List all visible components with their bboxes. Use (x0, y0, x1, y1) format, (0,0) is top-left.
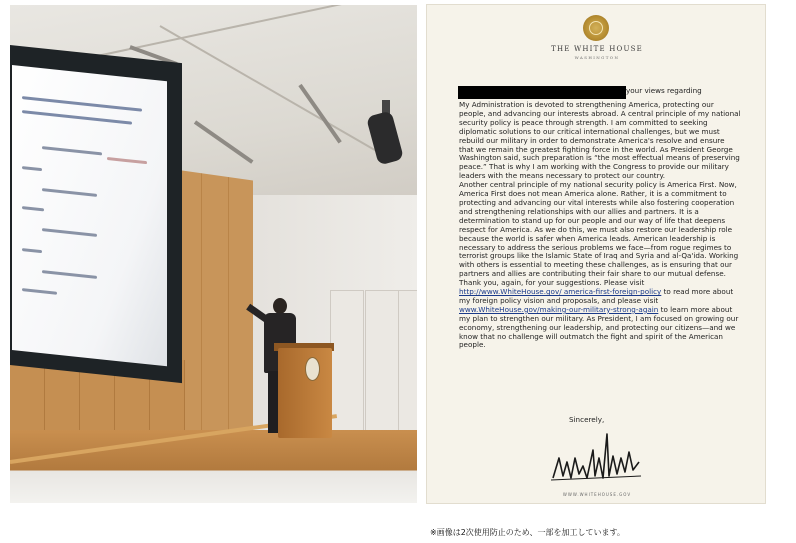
speaker-leg (268, 371, 278, 433)
wall-panel (398, 290, 417, 447)
slide-text-line (42, 270, 97, 279)
salutation-tail: your views regarding (626, 86, 702, 95)
podium-seal (305, 357, 320, 381)
slide-text-line (22, 288, 57, 295)
foreign-policy-link[interactable]: http://www.WhiteHouse.gov/ america-first-foreign-policy (459, 287, 662, 297)
letter-header-subtitle: WASHINGTON (574, 55, 620, 60)
letter-closing: Sincerely, (569, 415, 605, 424)
letter-paragraph-end: to learn more about my plan to strengthen our military. As President, I am focused on growing our economy, strengthening our leadership, and protecting our citizens—and we know that no challenge will outmatch the fight and spirit of the American people. (459, 304, 741, 350)
podium (278, 348, 332, 438)
letter-footer-url: WWW.WHITEHOUSE.GOV (562, 492, 632, 497)
slide-text-line (42, 228, 97, 237)
lecture-photo (10, 5, 417, 503)
stage-floor (10, 430, 417, 503)
letter-header-title: THE WHITE HOUSE (551, 45, 643, 53)
slide-text-line (22, 110, 132, 125)
wall-panel (365, 290, 399, 447)
image-caption: ※画像は2次使用防止のため、一部を加工しています。 (430, 528, 625, 537)
letter-paragraph: Another central principle of my national security policy is America First. Now, America First does not mean America alone. Rather, it is a commitment to protecting and advancing our vital interests while also fostering cooperation and strengthening relationships with our allies and partners. It is a determination to stand up for our people and our way of life that deepens respect for America. As we do this, we must also restore our leadership role because the world is safer when America leads. American leadership is necessary to address the serious problems we face—from rogue regimes to terrorist groups like the Islamic State of Iraq and Syria and al-Qa'ida. Working with others is essential to meeting these challenges, as is ensuring that our partners and allies are contributing their fair share to our mutual defense. (459, 180, 741, 279)
slide-text-line (107, 157, 147, 164)
letter-paragraph: My Administration is devoted to strengthening America, protecting our people, and advancing our interests abroad. A central principle of my national security policy is peace through strength. I am committed to seeking diplomatic solutions to our critical international challenges, but we must rebuild our military in order to demonstrate America's resolve and ensure that we remain the greatest fighting force in the world. As President George Washington said, such preparation is “the most effectual means of preserving peace.” That is why I am working with the Congress to provide our military leaders with the means necessary to protect our country. (459, 100, 743, 181)
letter-body (459, 101, 741, 350)
speaker-head (273, 298, 287, 314)
military-link[interactable]: www.WhiteHouse.gov/making-our-military-strong-again (459, 304, 659, 314)
slide-text-line (22, 96, 142, 112)
slide-text-line (22, 166, 42, 171)
slide-text-line (22, 248, 42, 253)
letter-paragraph-start: Thank you, again, for your suggestions. Please visit (459, 278, 645, 288)
slide-text-line (42, 146, 102, 155)
white-house-letter (426, 4, 766, 504)
slide-text-line (22, 206, 44, 211)
signature (549, 428, 645, 488)
letter-paragraph-mid: to read more about my foreign policy vision and proposals, and please visit (459, 287, 736, 305)
presidential-seal-icon (583, 15, 609, 41)
slide-text-line (42, 188, 97, 197)
redacted-block (458, 86, 626, 99)
projection-screen (12, 65, 167, 366)
wall-panel (330, 290, 364, 447)
